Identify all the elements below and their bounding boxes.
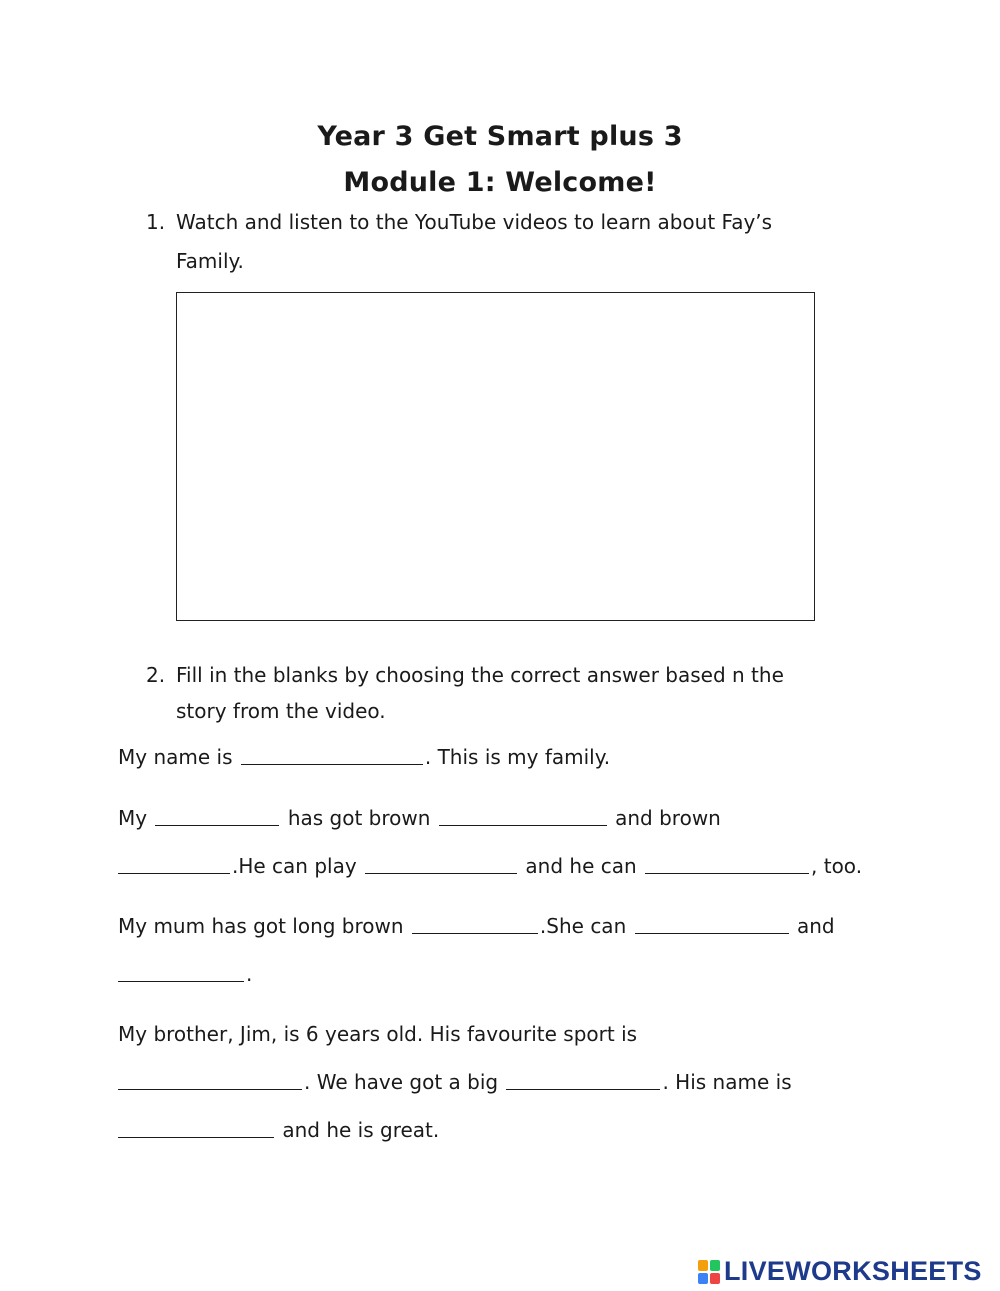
passage-text: , too. [811,854,863,878]
passage-text: My brother, Jim, is 6 years old. His favourite sport is [118,1022,638,1046]
liveworksheets-blocks-icon [698,1260,720,1284]
blank-eyes-input[interactable] [118,855,230,875]
passage-line-6 [118,1022,637,1046]
passage-line-2 [118,806,721,830]
passage-text: My name is [118,745,233,769]
blank-can[interactable] [645,853,809,874]
blank-play[interactable] [365,853,517,874]
blank-mum-can-1-input[interactable] [635,915,789,935]
passage-text: and he is great. [282,1118,440,1142]
passage-text: My mum has got long brown [118,914,404,938]
passage-text: . [246,962,253,986]
passage-text: and [796,914,835,938]
blank-name-input[interactable] [241,746,423,766]
question-1-text-cont: Family. [176,249,244,273]
blank-mum-can-2[interactable] [118,961,244,982]
blank-mum-can-2-input[interactable] [118,963,244,983]
blank-family-member-input[interactable] [155,807,279,827]
passage-text: .He can play [232,854,357,878]
question-2-number: 2. [146,663,166,687]
passage-text: has got brown [287,806,431,830]
blank-pet-input[interactable] [506,1071,660,1091]
passage-line-7 [118,1070,792,1094]
blank-pet-name-input[interactable] [118,1119,274,1139]
question-2-text: Fill in the blanks by choosing the correct answer based n the [176,663,784,687]
passage-text: .She can [539,914,627,938]
blank-play-input[interactable] [365,855,517,875]
passage-line-3 [118,854,862,878]
passage-text: My [118,806,148,830]
blank-name[interactable] [241,744,423,765]
logo-text: LIVEWORKSHEETS [724,1256,982,1286]
question-1-number: 1. [146,210,166,234]
blank-mum-hair-input[interactable] [412,915,538,935]
blank-sport-input[interactable] [118,1071,302,1091]
passage-line-4 [118,914,835,938]
youtube-video-frame[interactable] [176,292,815,621]
question-2-text-cont: story from the video. [176,699,386,723]
blank-hair-input[interactable] [439,807,607,827]
question-1-text: Watch and listen to the YouTube videos to learn about Fay’s [176,210,773,234]
worksheet-title: Year 3 Get Smart plus 3 [317,121,683,152]
passage-text: and he can [525,854,637,878]
passage-text: . We have got a big [304,1070,499,1094]
passage-line-1 [118,745,610,769]
passage-line-8 [118,1118,439,1142]
passage-text: . This is my family. [424,745,611,769]
blank-mum-can-1[interactable] [635,913,789,934]
blank-sport[interactable] [118,1069,302,1090]
blank-mum-hair[interactable] [412,913,538,934]
blank-eyes[interactable] [118,853,230,874]
passage-text: . His name is [662,1070,792,1094]
liveworksheets-logo [698,1256,982,1287]
blank-pet[interactable] [506,1069,660,1090]
blank-hair[interactable] [439,805,607,826]
blank-pet-name[interactable] [118,1117,274,1138]
passage-line-5 [118,962,252,986]
module-title: Module 1: Welcome! [343,167,657,198]
passage-text: and brown [615,806,721,830]
blank-family-member[interactable] [155,805,279,826]
blank-can-input[interactable] [645,855,809,875]
